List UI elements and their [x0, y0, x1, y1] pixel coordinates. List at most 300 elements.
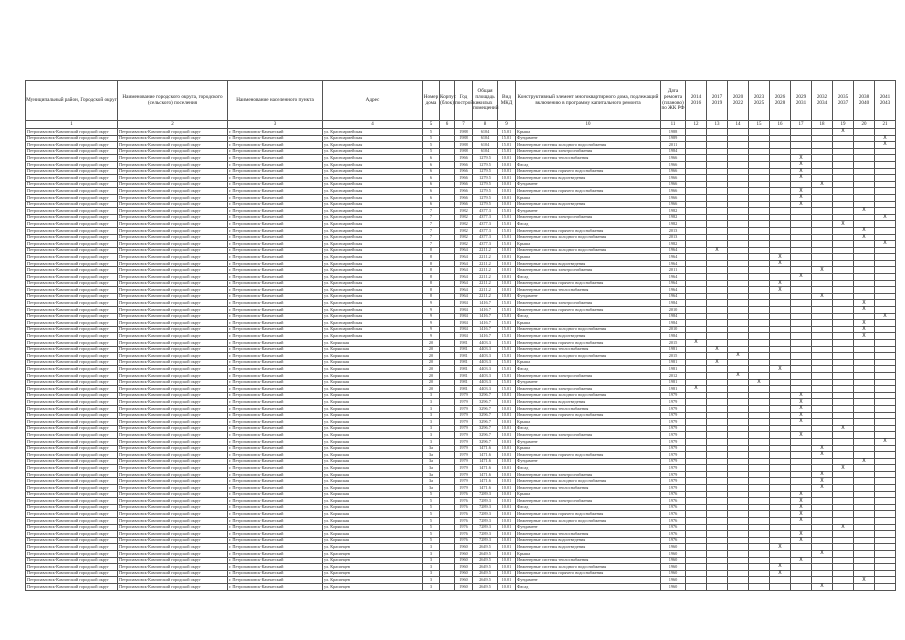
area-cell: 2211.2 [473, 260, 498, 267]
district-cell: Петропавловск-Камчатский городской округ [26, 412, 118, 419]
period-mark-cell: X [812, 485, 833, 492]
year-built-cell: 1966 [455, 155, 473, 162]
period-mark-cell [707, 570, 728, 577]
building-type-cell: 15.01 [498, 386, 516, 393]
repair-date-cell: 2011 [661, 267, 686, 274]
period-mark-cell [854, 399, 875, 406]
block-cell [440, 208, 455, 215]
period-mark-cell [728, 359, 749, 366]
period-mark-cell [875, 320, 896, 327]
locality-cell: г. Петропавловск-Камчатский [228, 161, 323, 168]
period-mark-cell [770, 168, 791, 175]
settlement-cell: Петропавловск-Камчатский городской округ [118, 551, 228, 558]
locality-cell: г. Петропавловск-Камчатский [228, 333, 323, 340]
address-cell: ул. Корякская [323, 485, 423, 492]
locality-cell: г. Петропавловск-Камчатский [228, 425, 323, 432]
period-mark-cell [749, 181, 770, 188]
area-cell: 3296.7 [473, 392, 498, 399]
period-mark-cell [833, 135, 854, 142]
period-mark-cell [875, 333, 896, 340]
period-mark-cell [833, 458, 854, 465]
structural-element-cell: Инженерные системы холодного водоснабжения [516, 234, 661, 241]
house-number-cell: 5 [423, 511, 440, 518]
locality-cell: г. Петропавловск-Камчатский [228, 307, 323, 314]
structural-element-cell: Крыша [516, 241, 661, 248]
repair-date-cell: 1964 [661, 260, 686, 267]
block-cell [440, 458, 455, 465]
repair-date-cell: 2010 [661, 326, 686, 333]
area-cell: 1471.6 [473, 465, 498, 472]
period-mark-cell [686, 577, 707, 584]
period-mark-cell [686, 359, 707, 366]
area-cell: 7289.3 [473, 491, 498, 498]
house-number-cell: 8 [423, 260, 440, 267]
period-mark-cell [833, 432, 854, 439]
period-mark-cell [770, 175, 791, 182]
year-built-cell: 1976 [455, 524, 473, 531]
block-cell [440, 531, 455, 538]
period-mark-cell [791, 458, 812, 465]
period-mark-cell [812, 379, 833, 386]
locality-cell: г. Петропавловск-Камчатский [228, 419, 323, 426]
house-number-cell: 3 [423, 570, 440, 577]
period-mark-cell [770, 425, 791, 432]
district-cell: Петропавловск-Камчатский городской округ [26, 419, 118, 426]
locality-cell: г. Петропавловск-Камчатский [228, 188, 323, 195]
table-row [26, 392, 896, 399]
period-mark-cell [833, 577, 854, 584]
address-cell: ул. Корякская [323, 531, 423, 538]
house-number-cell: 20 [423, 353, 440, 360]
year-built-cell: 1984 [455, 313, 473, 320]
house-number-cell: 5 [423, 148, 440, 155]
locality-cell: г. Петропавловск-Камчатский [228, 511, 323, 518]
block-cell [440, 267, 455, 274]
locality-cell: г. Петропавловск-Камчатский [228, 181, 323, 188]
period-mark-cell [812, 346, 833, 353]
period-mark-cell [875, 227, 896, 234]
district-cell: Петропавловск-Камчатский городской округ [26, 168, 118, 175]
period-mark-cell [686, 313, 707, 320]
district-cell: Петропавловск-Камчатский городской округ [26, 267, 118, 274]
period-mark-cell [791, 452, 812, 459]
area-cell: 2211.2 [473, 280, 498, 287]
period-mark-cell [833, 194, 854, 201]
period-mark-cell [707, 208, 728, 215]
repair-date-cell: 1966 [661, 168, 686, 175]
period-mark-cell [875, 340, 896, 347]
period-mark-cell [770, 537, 791, 544]
period-mark-cell [854, 504, 875, 511]
period-mark-cell [875, 260, 896, 267]
period-mark-cell [707, 320, 728, 327]
locality-cell: г. Петропавловск-Камчатский [228, 142, 323, 149]
repair-date-cell: 1966 [661, 161, 686, 168]
period-mark-cell [854, 551, 875, 558]
repair-date-cell: 1981 [661, 346, 686, 353]
building-type-cell: 15.01 [498, 340, 516, 347]
house-number-cell: 3а [423, 458, 440, 465]
period-mark-cell [812, 227, 833, 234]
period-mark-cell [707, 412, 728, 419]
period-mark-cell [749, 227, 770, 234]
area-cell: 6104 [473, 129, 498, 136]
column-number: 11 [661, 121, 686, 129]
district-cell: Петропавловск-Камчатский городской округ [26, 274, 118, 281]
period-mark-cell [812, 326, 833, 333]
structural-element-cell: Фундамент [516, 577, 661, 584]
period-mark-cell [686, 234, 707, 241]
repair-date-cell: 1979 [661, 478, 686, 485]
period-mark-cell [749, 340, 770, 347]
area-cell: 4377.3 [473, 234, 498, 241]
period-mark-cell [770, 372, 791, 379]
table-row [26, 379, 896, 386]
period-mark-cell [728, 175, 749, 182]
year-built-cell: 1960 [455, 551, 473, 558]
house-number-cell: 3 [423, 432, 440, 439]
period-mark-cell [770, 313, 791, 320]
address-cell: ул. Корякская [323, 465, 423, 472]
building-type-cell: 10.01 [498, 161, 516, 168]
period-mark-cell [686, 293, 707, 300]
period-mark-cell [728, 234, 749, 241]
building-type-cell: 10.01 [498, 485, 516, 492]
year-built-cell: 1979 [455, 412, 473, 419]
year-built-cell: 1966 [455, 168, 473, 175]
structural-element-cell: Инженерные системы холодного водоснабжения [516, 247, 661, 254]
period-mark-cell [812, 333, 833, 340]
building-type-cell: 15.01 [498, 346, 516, 353]
district-cell: Петропавловск-Камчатский городской округ [26, 438, 118, 445]
period-mark-cell [833, 188, 854, 195]
address-cell: ул. Корякская [323, 346, 423, 353]
period-mark-cell [875, 498, 896, 505]
building-type-cell: 15.01 [498, 129, 516, 136]
locality-cell: г. Петропавловск-Камчатский [228, 577, 323, 584]
area-cell: 1471.6 [473, 458, 498, 465]
year-built-cell: 1979 [455, 438, 473, 445]
locality-cell: г. Петропавловск-Камчатский [228, 280, 323, 287]
period-mark-cell: X [854, 208, 875, 215]
period-mark-cell [812, 188, 833, 195]
year-built-cell: 1960 [455, 570, 473, 577]
period-mark-cell: X [875, 214, 896, 221]
column-header: 2020 2022 [728, 81, 749, 121]
period-mark-cell [875, 287, 896, 294]
settlement-cell: Петропавловск-Камчатский городской округ [118, 208, 228, 215]
period-mark-cell [833, 471, 854, 478]
table-row [26, 142, 896, 149]
period-mark-cell [686, 564, 707, 571]
period-mark-cell [833, 485, 854, 492]
table-row [26, 577, 896, 584]
settlement-cell: Петропавловск-Камчатский городской округ [118, 353, 228, 360]
district-cell: Петропавловск-Камчатский городской округ [26, 201, 118, 208]
period-mark-cell [854, 181, 875, 188]
period-mark-cell [707, 458, 728, 465]
period-mark-cell [686, 353, 707, 360]
period-mark-cell [854, 155, 875, 162]
address-cell: ул. Корякская [323, 419, 423, 426]
repair-date-cell: 1976 [661, 524, 686, 531]
period-mark-cell [812, 161, 833, 168]
building-type-cell: 15.01 [498, 221, 516, 228]
table-row [26, 471, 896, 478]
district-cell: Петропавловск-Камчатский городской округ [26, 340, 118, 347]
period-mark-cell [791, 372, 812, 379]
period-mark-cell: X [854, 577, 875, 584]
settlement-cell: Петропавловск-Камчатский городской округ [118, 313, 228, 320]
period-mark-cell [686, 544, 707, 551]
repair-date-cell: 1976 [661, 498, 686, 505]
period-mark-cell [686, 445, 707, 452]
period-mark-cell [770, 412, 791, 419]
period-mark-cell [875, 577, 896, 584]
period-mark-cell [749, 399, 770, 406]
structural-element-cell: Инженерные системы холодного водоснабжения [516, 518, 661, 525]
period-mark-cell [749, 287, 770, 294]
period-mark-cell [686, 300, 707, 307]
district-cell: Петропавловск-Камчатский городской округ [26, 234, 118, 241]
period-mark-cell: X [875, 438, 896, 445]
district-cell: Петропавловск-Камчатский городской округ [26, 221, 118, 228]
period-mark-cell [854, 260, 875, 267]
column-header: Наименование населенного пункта [228, 81, 323, 121]
period-mark-cell [686, 511, 707, 518]
period-mark-cell [833, 405, 854, 412]
period-mark-cell [770, 214, 791, 221]
building-type-cell: 15.01 [498, 307, 516, 314]
column-number: 12 [686, 121, 707, 129]
district-cell: Петропавловск-Камчатский городской округ [26, 557, 118, 564]
period-mark-cell [833, 293, 854, 300]
settlement-cell: Петропавловск-Камчатский городской округ [118, 419, 228, 426]
period-mark-cell [875, 267, 896, 274]
area-cell: 4403.3 [473, 340, 498, 347]
area-cell: 4403.3 [473, 379, 498, 386]
repair-date-cell: 1979 [661, 432, 686, 439]
building-type-cell: 10.01 [498, 274, 516, 281]
address-cell: ул. Красноармейская [323, 168, 423, 175]
period-mark-cell [854, 412, 875, 419]
structural-element-cell: Инженерные системы водоотведения [516, 544, 661, 551]
period-mark-cell [875, 155, 896, 162]
year-built-cell: 1979 [455, 419, 473, 426]
block-cell [440, 537, 455, 544]
period-mark-cell [854, 498, 875, 505]
address-cell: ул. Корякская [323, 379, 423, 386]
building-type-cell: 10.01 [498, 287, 516, 294]
address-cell: ул. Красноармейская [323, 161, 423, 168]
building-type-cell: 10.01 [498, 201, 516, 208]
column-header: Год постройки [455, 81, 473, 121]
table-row [26, 168, 896, 175]
period-mark-cell [875, 412, 896, 419]
period-mark-cell [749, 583, 770, 590]
area-cell: 2211.2 [473, 287, 498, 294]
area-cell: 2649.5 [473, 544, 498, 551]
period-mark-cell [707, 142, 728, 149]
settlement-cell: Петропавловск-Камчатский городской округ [118, 438, 228, 445]
period-mark-cell [707, 485, 728, 492]
house-number-cell: 6 [423, 175, 440, 182]
period-mark-cell [875, 485, 896, 492]
period-mark-cell [833, 491, 854, 498]
repair-date-cell: 1979 [661, 405, 686, 412]
block-cell [440, 241, 455, 248]
settlement-cell: Петропавловск-Камчатский городской округ [118, 274, 228, 281]
year-built-cell: 1976 [455, 511, 473, 518]
block-cell [440, 307, 455, 314]
period-mark-cell [686, 287, 707, 294]
structural-element-cell: Крыша [516, 194, 661, 201]
period-mark-cell [728, 333, 749, 340]
address-cell: ул. Корякская [323, 518, 423, 525]
area-cell: 1279.5 [473, 168, 498, 175]
period-mark-cell [875, 359, 896, 366]
period-mark-cell [686, 425, 707, 432]
repair-date-cell: 1979 [661, 485, 686, 492]
period-mark-cell [770, 194, 791, 201]
period-mark-cell [728, 221, 749, 228]
period-mark-cell [749, 188, 770, 195]
period-mark-cell [854, 379, 875, 386]
building-type-cell: 10.01 [498, 458, 516, 465]
period-mark-cell [728, 570, 749, 577]
table-row [26, 274, 896, 281]
block-cell [440, 161, 455, 168]
period-mark-cell [833, 445, 854, 452]
table-row [26, 221, 896, 228]
period-mark-cell [833, 583, 854, 590]
building-type-cell: 10.01 [498, 465, 516, 472]
settlement-cell: Петропавловск-Камчатский городской округ [118, 498, 228, 505]
period-mark-cell [854, 287, 875, 294]
period-mark-cell [728, 241, 749, 248]
address-cell: ул. Красноармейская [323, 280, 423, 287]
period-mark-cell [707, 583, 728, 590]
period-mark-cell [791, 287, 812, 294]
address-cell: ул. Красноармейская [323, 234, 423, 241]
block-cell [440, 544, 455, 551]
structural-element-cell: Фасад [516, 274, 661, 281]
period-mark-cell [770, 188, 791, 195]
period-mark-cell [770, 465, 791, 472]
address-cell: ул. Красноармейская [323, 175, 423, 182]
area-cell: 3296.7 [473, 412, 498, 419]
period-mark-cell: X [770, 254, 791, 261]
district-cell: Петропавловск-Камчатский городской округ [26, 254, 118, 261]
locality-cell: г. Петропавловск-Камчатский [228, 234, 323, 241]
area-cell: 4377.3 [473, 221, 498, 228]
column-header: 2017 2019 [707, 81, 728, 121]
period-mark-cell [875, 293, 896, 300]
period-mark-cell [707, 267, 728, 274]
area-cell: 1471.6 [473, 445, 498, 452]
year-built-cell: 1976 [455, 531, 473, 538]
repair-date-cell: 1981 [661, 379, 686, 386]
period-mark-cell [686, 267, 707, 274]
block-cell [440, 333, 455, 340]
period-mark-cell [728, 399, 749, 406]
settlement-cell: Петропавловск-Камчатский городской округ [118, 564, 228, 571]
district-cell: Петропавловск-Камчатский городской округ [26, 432, 118, 439]
address-cell: ул. Красноармейская [323, 194, 423, 201]
period-mark-cell [875, 181, 896, 188]
period-mark-cell [707, 405, 728, 412]
table-row [26, 333, 896, 340]
locality-cell: г. Петропавловск-Камчатский [228, 267, 323, 274]
building-type-cell: 10.01 [498, 518, 516, 525]
period-mark-cell [791, 234, 812, 241]
block-cell [440, 260, 455, 267]
block-cell [440, 511, 455, 518]
period-mark-cell [749, 405, 770, 412]
block-cell [440, 274, 455, 281]
table-row [26, 366, 896, 373]
column-header: Адрес [323, 81, 423, 121]
building-type-cell: 10.01 [498, 452, 516, 459]
structural-element-cell: Фундамент [516, 458, 661, 465]
period-mark-cell [791, 583, 812, 590]
structural-element-cell: Инженерные системы холодного водоснабжения [516, 353, 661, 360]
period-mark-cell [791, 425, 812, 432]
period-mark-cell [854, 247, 875, 254]
period-mark-cell [854, 267, 875, 274]
period-mark-cell [812, 412, 833, 419]
table-row [26, 419, 896, 426]
period-mark-cell [791, 254, 812, 261]
period-mark-cell [707, 372, 728, 379]
address-cell: ул. Корякская [323, 359, 423, 366]
period-mark-cell: X [770, 564, 791, 571]
locality-cell: г. Петропавловск-Камчатский [228, 247, 323, 254]
period-mark-cell [812, 419, 833, 426]
period-mark-cell: X [770, 570, 791, 577]
house-number-cell: 7 [423, 234, 440, 241]
block-cell [440, 181, 455, 188]
period-mark-cell [833, 280, 854, 287]
period-mark-cell: X [728, 372, 749, 379]
table-row [26, 340, 896, 347]
settlement-cell: Петропавловск-Камчатский городской округ [118, 135, 228, 142]
structural-element-cell: Фасад [516, 504, 661, 511]
period-mark-cell [686, 478, 707, 485]
period-mark-cell [854, 214, 875, 221]
area-cell: 7289.3 [473, 511, 498, 518]
address-cell: ул. Красинцев [323, 551, 423, 558]
period-mark-cell [875, 175, 896, 182]
block-cell [440, 247, 455, 254]
house-number-cell: 3 [423, 399, 440, 406]
locality-cell: г. Петропавловск-Камчатский [228, 175, 323, 182]
period-mark-cell [749, 214, 770, 221]
house-number-cell: 3 [423, 392, 440, 399]
structural-element-cell: Инженерные системы горячего водоснабжения [516, 412, 661, 419]
period-mark-cell [854, 419, 875, 426]
house-number-cell: 3 [423, 564, 440, 571]
structural-element-cell: Инженерные системы электроснабжения [516, 148, 661, 155]
period-mark-cell [749, 531, 770, 538]
house-number-cell: 5 [423, 142, 440, 149]
house-number-cell: 8 [423, 293, 440, 300]
year-built-cell: 1982 [455, 214, 473, 221]
house-number-cell: 5 [423, 504, 440, 511]
period-mark-cell [728, 511, 749, 518]
period-mark-cell [812, 498, 833, 505]
table-row [26, 359, 896, 366]
